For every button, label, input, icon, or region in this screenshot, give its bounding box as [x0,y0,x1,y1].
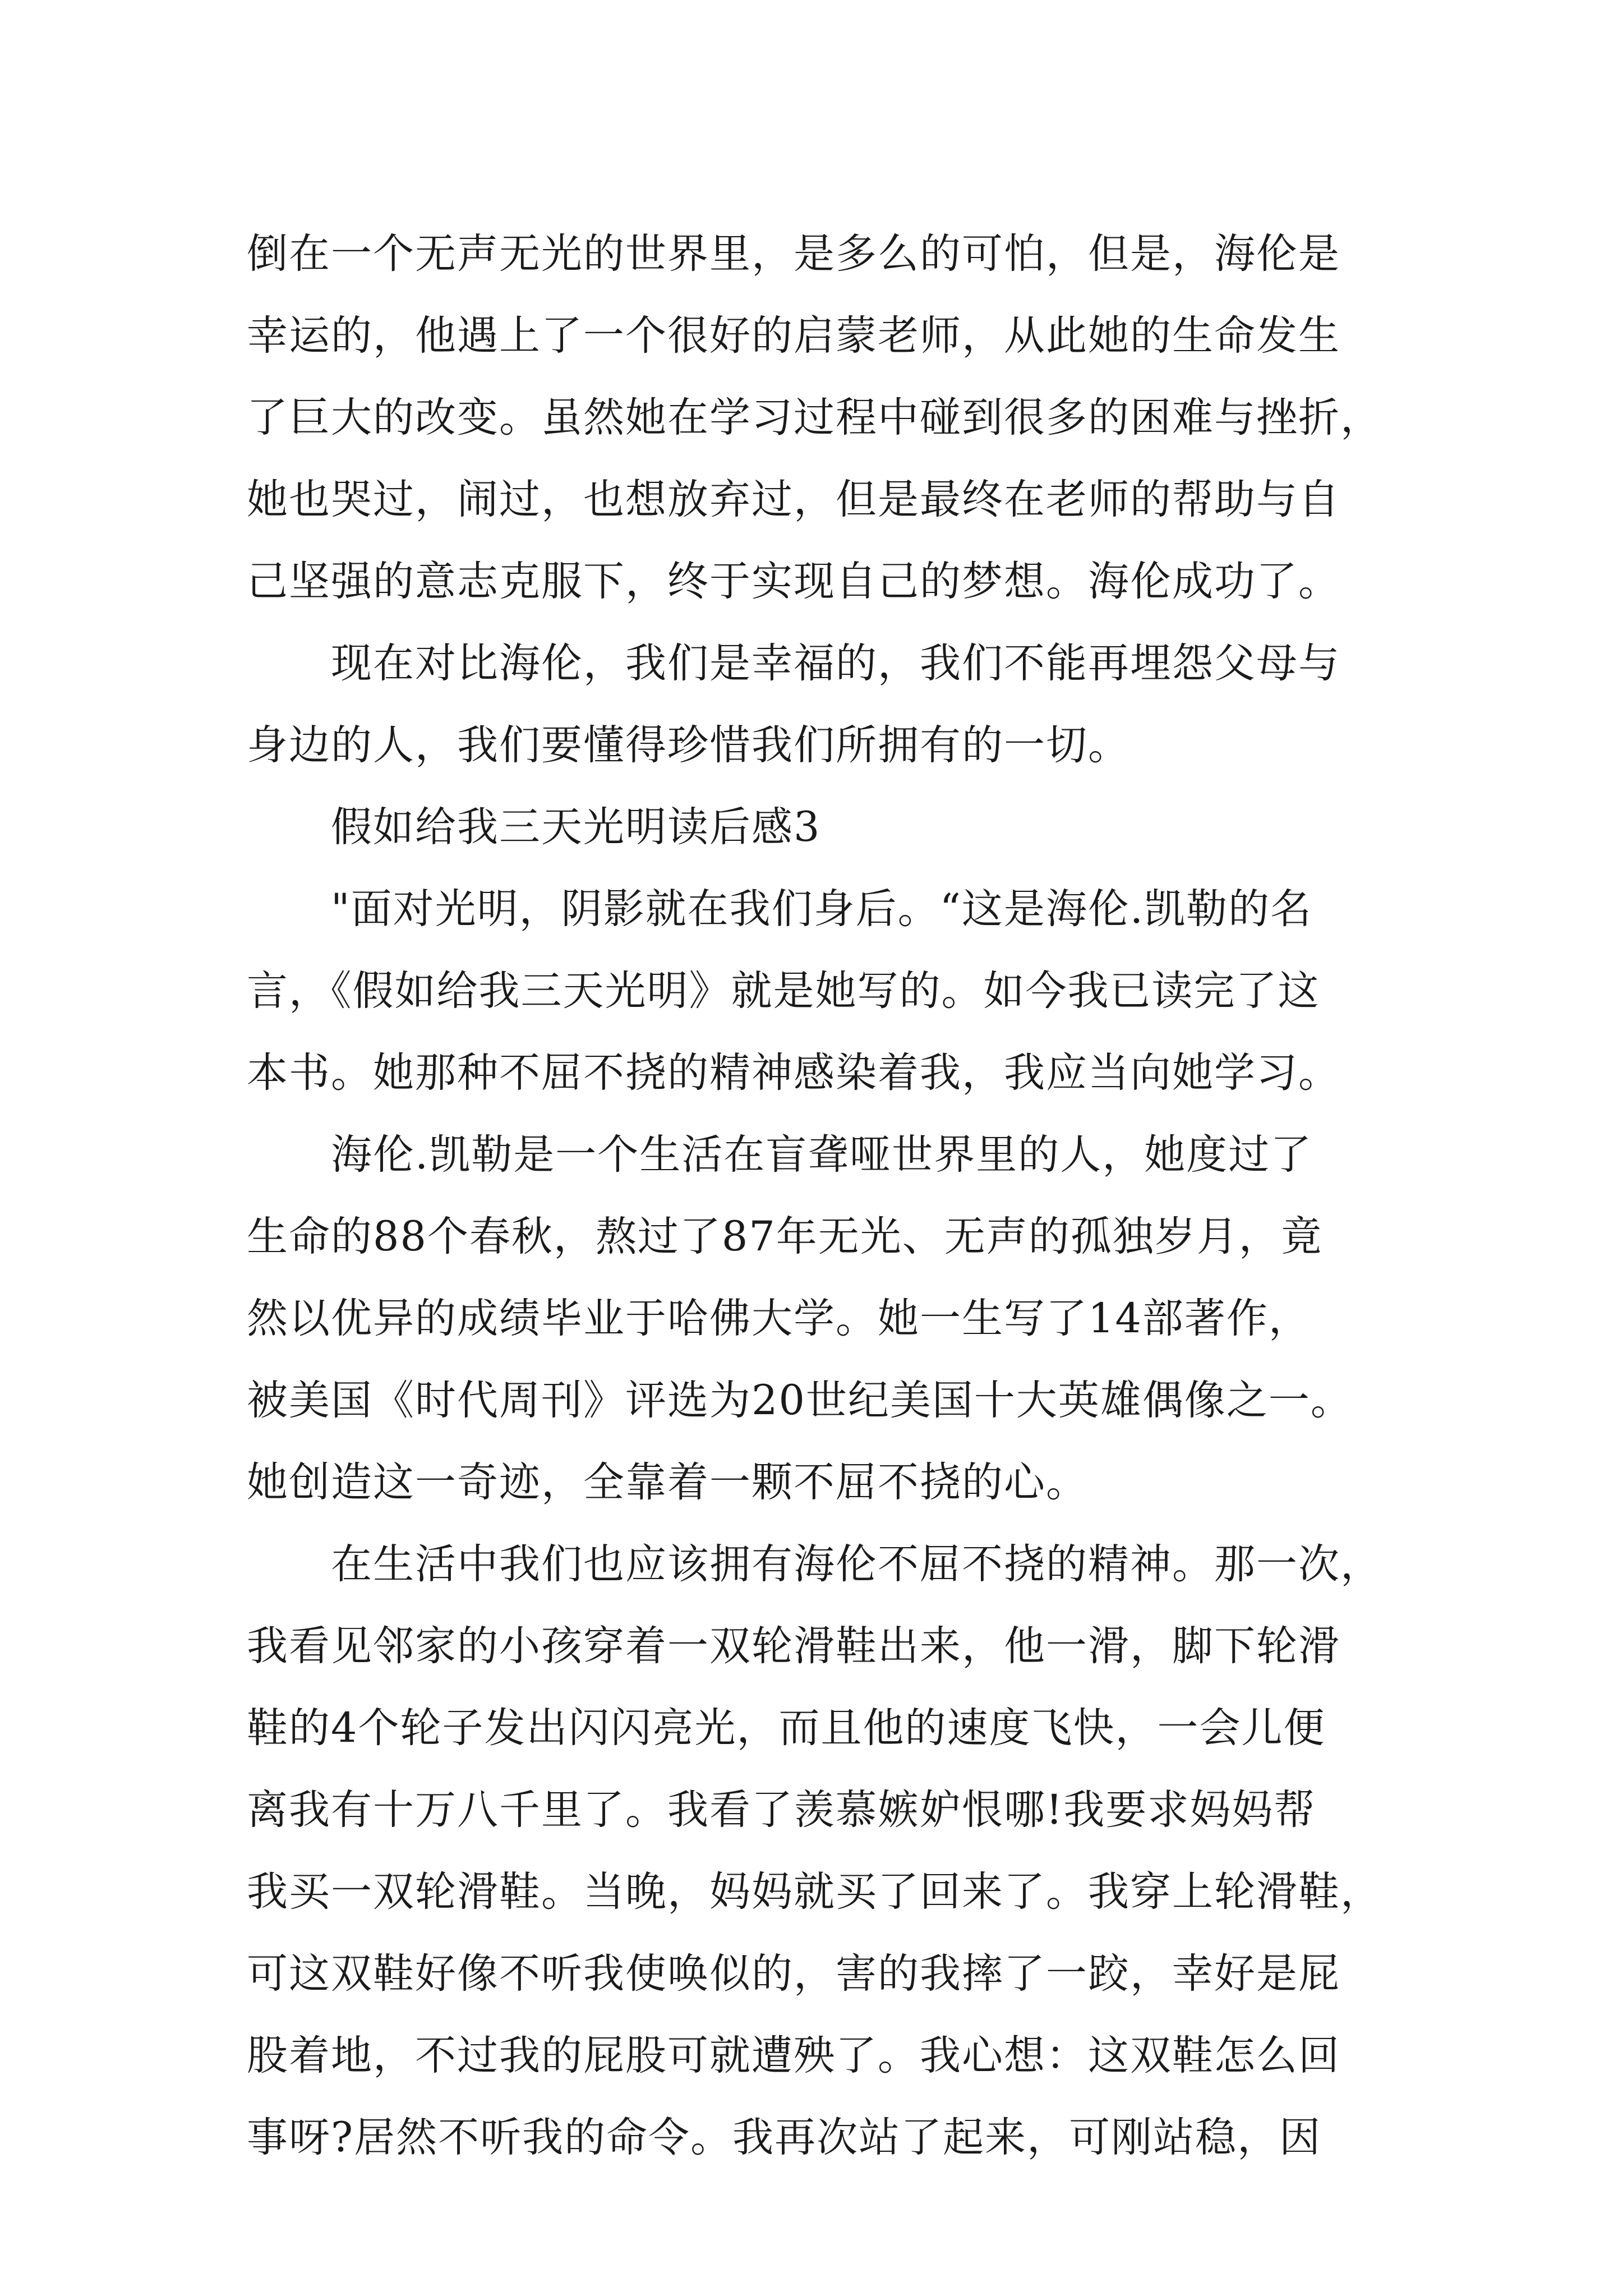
document-body [247,213,1447,2179]
text-line: 本书。她那种不屈不挠的精神感染着我，我应当向她学习。 [247,1049,1340,1097]
text-line: 己坚强的意志克服下，终于实现自己的梦想。海伦成功了。 [247,558,1340,605]
text-line: 她也哭过，闹过，也想放弃过，但是最终在老师的帮助与自 [247,476,1340,523]
section-title: 假如给我三天光明读后感3 [331,803,821,851]
text-line: 言，《假如给我三天光明》就是她写的。如今我已读完了这 [247,967,1320,1015]
text-line: 事呀?居然不听我的命令。我再次站了起来，可刚站稳，因 [247,2114,1322,2161]
text-line: 生命的88个春秋，熬过了87年无光、无声的孤独岁月，竟 [247,1213,1323,1260]
text-line: 我买一双轮滑鞋。当晚，妈妈就买了回来了。我穿上轮滑鞋， [247,1868,1382,1916]
text-line: 股着地，不过我的屁股可就遭殃了。我心想：这双鞋怎么回 [247,2032,1340,2079]
text-line: 被美国《时代周刊》评选为20世纪美国十大英雄偶像之一。 [247,1377,1353,1424]
text-line: 离我有十万八千里了。我看了羡慕嫉妒恨哪!我要求妈妈帮 [247,1786,1316,1834]
paragraph-start-line: 海伦.凯勒是一个生活在盲聋哑世界里的人，她度过了 [331,1131,1313,1179]
text-line: 了巨大的改变。虽然她在学习过程中碰到很多的困难与挫折， [247,394,1382,441]
paragraph-start-line: "面对光明，阴影就在我们身后。“这是海伦.凯勒的名 [331,885,1313,933]
paragraph-start-line: 在生活中我们也应该拥有海伦不屈不挠的精神。那一次， [331,1540,1382,1588]
text-line: 可这双鞋好像不听我使唤似的，害的我摔了一跤，幸好是屁 [247,1950,1340,1998]
paragraph-start-line: 现在对比海伦，我们是幸福的，我们不能再埋怨父母与 [331,639,1340,687]
text-line: 身边的人，我们要懂得珍惜我们所拥有的一切。 [247,721,1130,769]
text-line: 幸运的，他遇上了一个很好的启蒙老师，从此她的生命发生 [247,312,1340,360]
text-line: 鞋的4个轮子发出闪闪亮光，而且他的速度飞快，一会儿便 [247,1704,1326,1752]
text-line: 然以优异的成绩毕业于哈佛大学。她一生写了14部著作， [247,1295,1311,1342]
text-line: 倒在一个无声无光的世界里，是多么的可怕，但是，海伦是 [247,230,1340,278]
text-line: 她创造这一奇迹，全靠着一颗不屈不挠的心。 [247,1458,1088,1506]
text-line: 我看见邻家的小孩穿着一双轮滑鞋出来，他一滑，脚下轮滑 [247,1622,1340,1670]
